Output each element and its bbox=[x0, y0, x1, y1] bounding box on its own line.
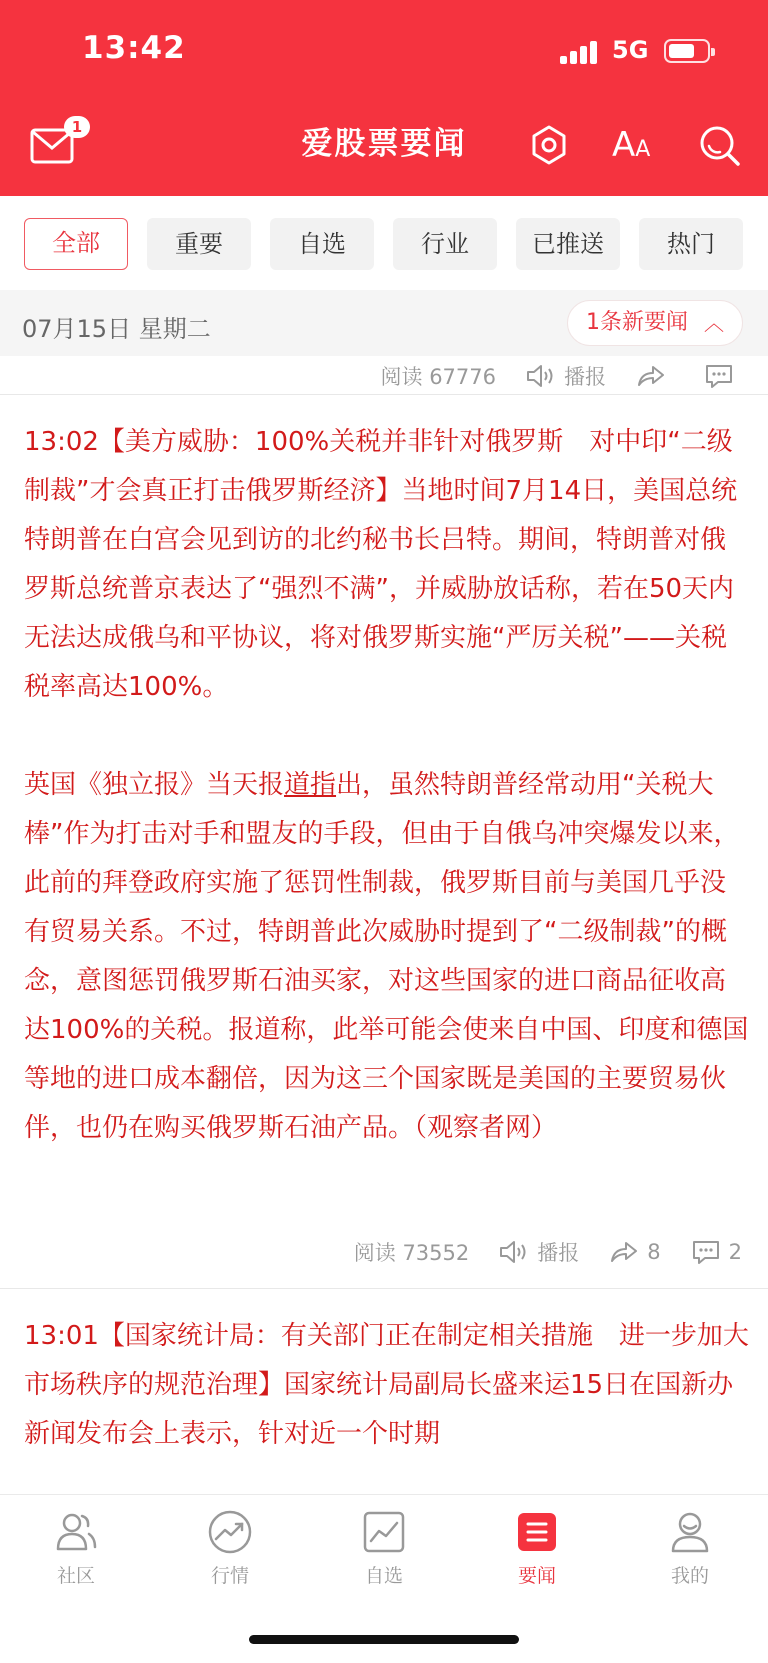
article-paragraph-2: 英国《独立报》当天报道指出，虽然特朗普经常动用“关税大棒”作为打击对手和盟友的手段，但由于自俄乌冲突爆发以来，此前的拜登政府实施了惩罚性制裁，俄罗斯目前与美国几乎没有贸易关系。不过，特朗普此次威胁时提到了“二级制裁”的概念，意图惩罚俄罗斯石油买家，对这些国家的进口商品征收高达100%的关税。报道称，此举可能会使来自中国、印度和德国等地的进口成本翻倍，因为这三个国家既是美国的主要贸易伙伴，也仍在购买俄罗斯石油产品。（观察者网） bbox=[24, 770, 749, 1143]
article-title: 13:02【美方威胁：100%关税并非针对俄罗斯 对中印“二级制裁”才会真正打击俄罗斯经济】 bbox=[24, 427, 733, 506]
nav-label: 行情 bbox=[210, 1565, 249, 1587]
comment-icon bbox=[704, 363, 734, 389]
nav-news[interactable] bbox=[487, 1509, 587, 1588]
tab-pushed[interactable]: 已推送 bbox=[516, 218, 620, 270]
page-title: 爱股票要闻 bbox=[301, 126, 467, 162]
comment-button[interactable] bbox=[691, 1239, 742, 1265]
news-icon bbox=[514, 1509, 560, 1555]
article-paragraph: 当地时间7月14日，美国总统特朗普在白宫会见到访的北约秘书长吕特。期间，特朗普对俄罗斯总统普京表达了“强烈不满”，并威胁放话称，若在50天内无法达成俄乌和平协议，将对俄罗斯实施“严厉关税”——关税税率高达100%。 bbox=[24, 476, 738, 702]
cellular-signal-icon bbox=[560, 40, 600, 64]
nav-label: 自选 bbox=[364, 1565, 403, 1587]
article-body bbox=[24, 418, 750, 712]
news-item[interactable] bbox=[24, 1312, 750, 1459]
read-count: 阅读 67776 bbox=[380, 365, 496, 389]
network-type: 5G bbox=[612, 36, 649, 64]
nav-label: 社区 bbox=[56, 1565, 95, 1587]
market-chart-icon bbox=[207, 1509, 253, 1555]
play-label: 播报 bbox=[537, 1241, 580, 1265]
divider bbox=[0, 1288, 768, 1289]
play-label: 播报 bbox=[564, 365, 606, 389]
article-meta bbox=[324, 1232, 742, 1272]
filter-tabs bbox=[0, 196, 768, 290]
share-button[interactable] bbox=[609, 1240, 660, 1264]
status-bar bbox=[0, 0, 768, 100]
news-item[interactable] bbox=[24, 418, 750, 1153]
search-icon bbox=[696, 122, 742, 168]
nav-market[interactable] bbox=[180, 1509, 280, 1588]
share-button[interactable] bbox=[636, 364, 674, 388]
watchlist-chart-icon bbox=[361, 1509, 407, 1555]
date-label: 07月15日 星期二 bbox=[22, 315, 211, 343]
share-count: 8 bbox=[647, 1240, 661, 1264]
comment-button[interactable] bbox=[704, 363, 742, 389]
font-size-icon: AA bbox=[612, 125, 651, 165]
date-row bbox=[0, 290, 768, 356]
gear-icon bbox=[526, 122, 572, 168]
play-button[interactable] bbox=[526, 361, 606, 391]
comment-count: 2 bbox=[728, 1240, 742, 1264]
new-news-label: 1条新要闻 bbox=[586, 310, 688, 335]
read-count: 阅读 73552 bbox=[353, 1241, 470, 1265]
settings-button[interactable] bbox=[526, 122, 572, 168]
divider bbox=[0, 394, 768, 395]
play-button[interactable] bbox=[499, 1237, 579, 1267]
home-indicator[interactable] bbox=[249, 1635, 519, 1644]
tab-important[interactable]: 重要 bbox=[147, 218, 251, 270]
profile-icon bbox=[667, 1509, 713, 1555]
speaker-icon bbox=[526, 364, 556, 388]
font-size-button[interactable] bbox=[612, 122, 658, 168]
tab-watchlist[interactable]: 自选 bbox=[270, 218, 374, 270]
speaker-icon bbox=[499, 1240, 529, 1264]
nav-label: 我的 bbox=[670, 1565, 709, 1587]
new-news-button[interactable] bbox=[567, 300, 743, 346]
nav-community[interactable] bbox=[26, 1509, 126, 1588]
chevron-up-icon: ︿ bbox=[704, 311, 724, 335]
search-button[interactable] bbox=[696, 122, 742, 168]
status-time: 13:42 bbox=[82, 30, 186, 66]
nav-bar bbox=[0, 100, 768, 196]
tab-industry[interactable]: 行业 bbox=[393, 218, 497, 270]
stock-index-link[interactable]: 道指 bbox=[284, 770, 337, 800]
article-body: 13:01【国家统计局：有关部门正在制定相关措施 进一步加大市场秩序的规范治理】国家统计局副局长盛来运15日在国新办新闻发布会上表示，针对近一个时期 bbox=[24, 1321, 749, 1449]
app-header bbox=[0, 0, 768, 196]
article-meta-prev bbox=[351, 356, 742, 396]
nav-label: 要闻 bbox=[517, 1565, 556, 1587]
news-feed[interactable] bbox=[0, 356, 768, 1494]
nav-watchlist[interactable] bbox=[334, 1509, 434, 1588]
battery-icon bbox=[664, 39, 710, 63]
comment-icon bbox=[691, 1239, 721, 1265]
share-icon bbox=[609, 1240, 639, 1264]
nav-profile[interactable] bbox=[640, 1509, 740, 1588]
tab-all[interactable]: 全部 bbox=[24, 218, 128, 270]
bottom-tab-bar bbox=[0, 1494, 768, 1663]
mail-badge: 1 bbox=[64, 116, 90, 138]
community-icon bbox=[53, 1509, 99, 1555]
share-icon bbox=[636, 364, 666, 388]
tab-hot[interactable]: 热门 bbox=[639, 218, 743, 270]
